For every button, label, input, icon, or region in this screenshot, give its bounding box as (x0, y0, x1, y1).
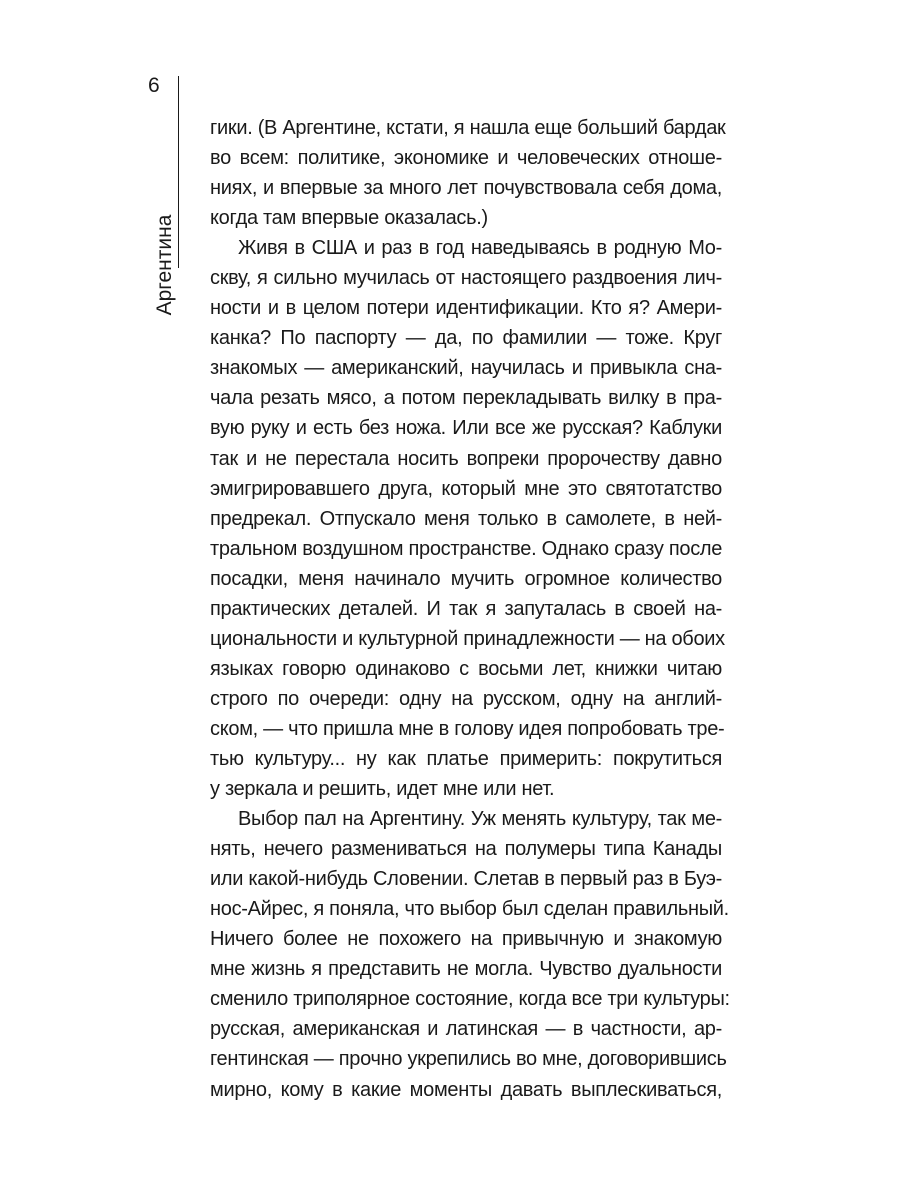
text-line: ности и в целом потери идентификации. Кто я? Амери- (210, 297, 722, 320)
running-head: Аргентина (153, 214, 176, 316)
text-line: вую руку и есть без ножа. Или все же русская? Каблуки (210, 417, 722, 440)
text-line: чала резать мясо, а потом перекладывать вилку в пра- (210, 387, 722, 410)
text-line: гики. (В Аргентине, кстати, я нашла еще больший бардак (210, 117, 726, 139)
text-line: у зеркала и решить, идет мне или нет. (210, 778, 555, 801)
page-number: 6 (148, 74, 160, 97)
text-line: Ничего более не похожего на привычную и знакомую (210, 928, 722, 951)
text-line: циональности и культурной принадлежности — на обоих (210, 627, 725, 650)
text-line: посадки, меня начинало мучить огромное количество (210, 567, 722, 590)
text-line: так и не перестала носить вопреки пророчеству давно (210, 447, 722, 470)
text-line: русская, американская и латинская — в частности, ар- (210, 1018, 722, 1041)
text-line: канка? По паспорту — да, по фамилии — тоже. Круг (210, 327, 722, 350)
text-line: эмигрировавшего друга, который мне это святотатство (210, 477, 722, 500)
text-line: когда там впервые оказалась.) (210, 207, 488, 230)
text-line: ниях, и впервые за много лет почувствовала себя дома, (210, 177, 722, 200)
text-line: мне жизнь я представить не могла. Чувство дуальности (210, 958, 722, 981)
text-line: тью культуру... ну как платье примерить: покрутиться (210, 747, 722, 770)
body-text (210, 113, 730, 1105)
text-line: нять, нечего размениваться на полумеры типа Канады (210, 838, 722, 861)
text-line: языках говорю одинаково с восьми лет, книжки читаю (210, 657, 722, 680)
text-line: Живя в США и раз в год наведываясь в родную Мо- (238, 237, 722, 260)
header-rule (178, 76, 179, 268)
text-line: мирно, кому в какие моменты давать выплескиваться, (210, 1078, 722, 1101)
text-line: Выбор пал на Аргентину. Уж менять культуру, так ме- (238, 808, 722, 831)
text-line: во всем: политике, экономике и человеческих отноше- (210, 147, 722, 170)
text-line: сменило триполярное состояние, когда все три культуры: (210, 988, 730, 1011)
text-line: практических деталей. И так я запуталась в своей на- (210, 597, 722, 620)
text-line: скву, я сильно мучилась от настоящего раздвоения лич- (210, 267, 722, 290)
text-line: или какой-нибудь Словении. Слетав в первый раз в Буэ- (210, 868, 722, 891)
text-line: знакомых — американский, научилась и привыкла сна- (210, 357, 722, 380)
text-line: гентинская — прочно укрепились во мне, договорившись (210, 1048, 727, 1071)
text-line: нос-Айрес, я поняла, что выбор был сделан правильный. (210, 898, 729, 921)
text-line: ском, — что пришла мне в голову идея попробовать тре- (210, 717, 725, 740)
text-line: строго по очереди: одну на русском, одну на англий- (210, 687, 722, 710)
text-line: тральном воздушном пространстве. Однако сразу после (210, 537, 723, 560)
text-line: предрекал. Отпускало меня только в самолете, в ней- (210, 507, 722, 530)
